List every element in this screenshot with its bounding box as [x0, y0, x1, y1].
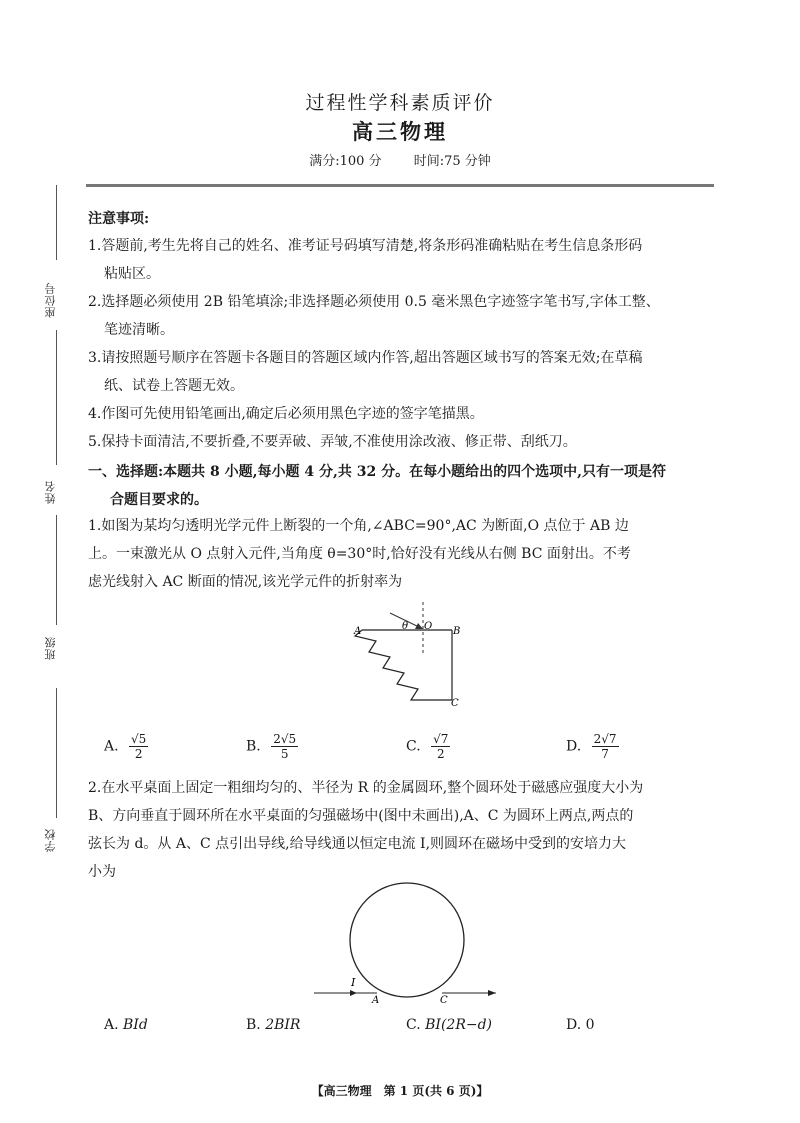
option-label: B. — [246, 1017, 261, 1033]
option-text: BI(2R−d) — [425, 1017, 493, 1033]
fraction — [431, 732, 450, 761]
denominator: 5 — [280, 747, 289, 761]
binding-line — [56, 688, 57, 818]
edge-ac-break — [355, 630, 452, 700]
denominator: 2 — [134, 747, 143, 761]
q1-figure — [340, 596, 480, 716]
fraction — [129, 732, 148, 761]
q2-line: 小为 — [88, 864, 116, 880]
binding-line — [56, 330, 57, 465]
exam-title: 过程性学科素质评价 — [305, 92, 495, 114]
section-heading-line: 合题目要求的。 — [110, 492, 208, 508]
note-line: 1.答题前,考生先将自己的姓名、准考证号码填写清楚,将条形码准确粘贴在考生信息条形码 — [88, 238, 643, 254]
metal-ring — [350, 883, 464, 997]
label-a: A — [372, 995, 380, 1006]
q1-option-b — [246, 732, 298, 761]
option-label: D. — [566, 738, 582, 755]
fraction — [592, 732, 619, 761]
exam-subject: 高三物理 — [352, 119, 448, 144]
note-line: 4.作图可先使用铅笔画出,确定后必须用黑色字迹的签字笔描黑。 — [88, 406, 484, 422]
numerator: 2√5 — [273, 732, 297, 746]
exam-meta — [0, 150, 800, 169]
fraction — [271, 732, 298, 761]
q2-line: 弦长为 d。从 A、C 点引出导线,给导线通以恒定电流 I,则圆环在磁场中受到的安培力大 — [88, 836, 627, 852]
q2-option-c — [406, 1017, 492, 1033]
current-arrow — [488, 990, 496, 996]
label-o: O — [424, 621, 433, 632]
option-label: A. — [104, 1017, 119, 1033]
label-b: B — [453, 626, 461, 637]
option-label: D. — [566, 1017, 582, 1033]
q1-option-a — [104, 732, 148, 761]
note-line: 笔迹清晰。 — [104, 322, 174, 338]
option-text: 0 — [585, 1017, 595, 1033]
numerator: √7 — [433, 732, 449, 746]
option-text: BId — [123, 1017, 148, 1033]
q1-stem — [88, 512, 718, 596]
q2-line: B、方向垂直于圆环所在水平桌面的匀强磁场中(图中未画出),A、C 为圆环上两点,两点的 — [88, 808, 634, 824]
seat-number-label: 座位号 — [44, 282, 57, 318]
denominator: 2 — [436, 747, 445, 761]
note-line: 粘贴区。 — [104, 266, 160, 282]
label-c: C — [440, 995, 448, 1006]
binding-line — [56, 515, 57, 625]
label-theta: θ — [402, 621, 409, 632]
section-heading-line: 一、选择题:本题共 8 小题,每小题 4 分,共 32 分。在每小题给出的四个选项中,只有一项是符 — [88, 464, 666, 480]
label-c: C — [451, 698, 459, 709]
denominator: 7 — [601, 747, 609, 761]
q1-line: 1.如图为某均匀透明光学元件上断裂的一个角,∠ABC=90°,AC 为断面,O 点位于 AB 边 — [88, 518, 629, 534]
page-footer: 【高三物理 第 1 页(共 6 页)】 — [311, 1084, 489, 1098]
q1-line: 上。一束激光从 O 点射入元件,当角度 θ=30°时,恰好没有光线从右侧 BC 面射出。不考 — [88, 546, 631, 562]
name-label: 姓名 — [44, 480, 57, 504]
binding-line — [56, 185, 57, 260]
exam-time: 时间:75 分钟 — [413, 154, 491, 169]
note-line: 2.选择题必须使用 2B 铅笔填涂;非选择题必须使用 0.5 毫米黑色字迹签字笔书写,字体工整、 — [88, 294, 660, 310]
note-line: 纸、试卷上答题无效。 — [104, 378, 244, 394]
q2-stem — [88, 774, 718, 886]
header-rule — [86, 184, 714, 187]
numerator: 2√7 — [593, 732, 617, 746]
q1-option-c — [406, 732, 450, 761]
numerator: √5 — [131, 732, 147, 746]
q1-option-d — [566, 732, 619, 761]
q2-option-d — [566, 1017, 595, 1033]
q1-line: 虑光线射入 AC 断面的情况,该光学元件的折射率为 — [88, 574, 403, 590]
notes-title: 注意事项: — [88, 211, 150, 227]
q2-figure — [310, 882, 500, 1010]
class-label: 班级 — [44, 636, 57, 660]
option-label: B. — [246, 738, 261, 755]
q2-option-a — [104, 1017, 148, 1033]
q2-option-b — [246, 1017, 300, 1033]
label-a: A — [354, 626, 362, 637]
school-label: 学校 — [44, 828, 57, 852]
note-line: 5.保持卡面清洁,不要折叠,不要弄破、弄皱,不准使用涂改液、修正带、刮纸刀。 — [88, 434, 577, 450]
option-text: 2BIR — [265, 1017, 301, 1033]
current-arrow — [350, 990, 357, 996]
full-score: 满分:100 分 — [309, 154, 382, 169]
section-heading — [88, 458, 718, 514]
option-label: A. — [104, 738, 119, 755]
label-current: I — [351, 976, 356, 989]
note-line: 3.请按照题号顺序在答题卡各题目的答题区域内作答,超出答题区域书写的答案无效;在草稿 — [88, 350, 643, 366]
q2-line: 2.在水平桌面上固定一粗细均匀的、半径为 R 的金属圆环,整个圆环处于磁感应强度大小为 — [88, 780, 644, 796]
option-label: C. — [406, 1017, 421, 1033]
option-label: C. — [406, 738, 421, 755]
